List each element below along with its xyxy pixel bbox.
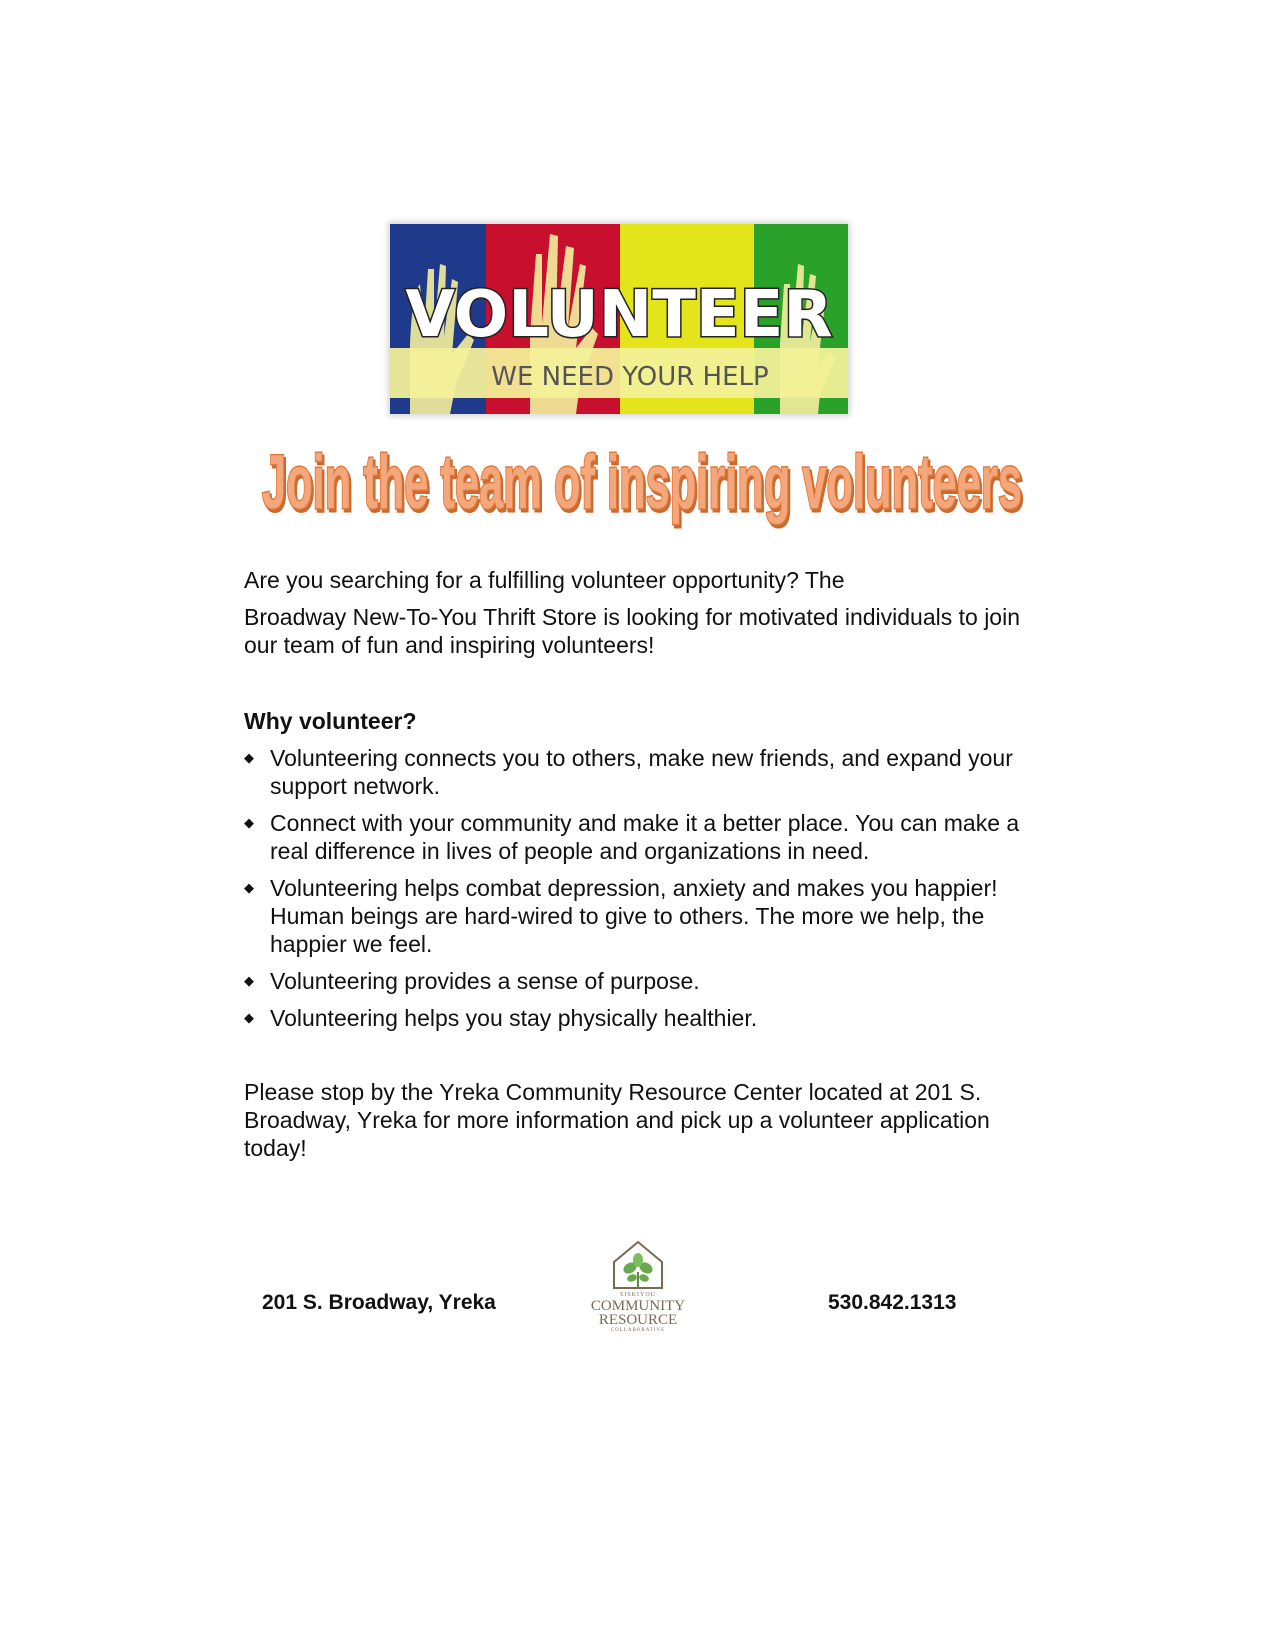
list-item-text: Connect with your community and make it a better place. You can make a real difference in lives of people and organizations in need.	[270, 810, 1020, 864]
closing-paragraph: Please stop by the Yreka Community Resource Center located at 201 S. Broadway, Yreka for more information and pick up a volunteer application today!	[244, 1079, 990, 1161]
list-item	[244, 874, 1044, 958]
list-item-text: Volunteering helps combat depression, anxiety and makes you happier! Human beings are hard-wired to give to others. The more we help, the happier we feel.	[270, 875, 998, 957]
intro-line-1: Are you searching for a fulfilling volunteer opportunity? The	[244, 567, 845, 593]
bullet-icon: ◆	[244, 1010, 254, 1025]
bullet-icon: ◆	[244, 880, 254, 895]
footer-address: 201 S. Broadway, Yreka	[262, 1291, 496, 1314]
bullet-icon: ◆	[244, 815, 254, 830]
list-item-text: Volunteering helps you stay physically healthier.	[270, 1005, 758, 1031]
headline	[252, 434, 1032, 544]
intro-paragraph	[244, 566, 1044, 659]
logo-line1: COMMUNITY	[590, 1298, 686, 1314]
why-volunteer-heading: Why volunteer?	[244, 708, 417, 734]
community-resource-logo	[586, 1238, 690, 1338]
logo-bottom-text: COLLABORATIVE	[610, 1328, 666, 1333]
headline-text: Join the team of inspiring volunteers	[262, 440, 1022, 525]
house-leaf-icon	[608, 1238, 668, 1292]
bullet-icon: ◆	[244, 973, 254, 988]
list-item	[244, 809, 1044, 865]
logo-line2: RESOURCE	[598, 1312, 678, 1328]
list-item	[244, 744, 1044, 800]
intro-line-rest: Broadway New-To-You Thrift Store is looking for motivated individuals to join our team of fun and inspiring volunteers!	[244, 604, 1020, 658]
list-item-text: Volunteering connects you to others, make new friends, and expand your support network.	[270, 745, 1013, 799]
footer-phone: 530.842.1313	[828, 1291, 957, 1314]
list-item-text: Volunteering provides a sense of purpose.	[270, 968, 700, 994]
banner-graphic	[390, 224, 848, 414]
reasons-list	[244, 744, 1044, 1041]
list-item	[244, 967, 1044, 995]
banner-title: VOLUNTEER	[405, 278, 833, 352]
logo-top-text: SISKIYOU	[619, 1292, 656, 1298]
bullet-icon: ◆	[244, 750, 254, 765]
list-item	[244, 1004, 1044, 1032]
volunteer-banner	[390, 224, 848, 414]
banner-subtitle: WE NEED YOUR HELP	[491, 362, 769, 392]
